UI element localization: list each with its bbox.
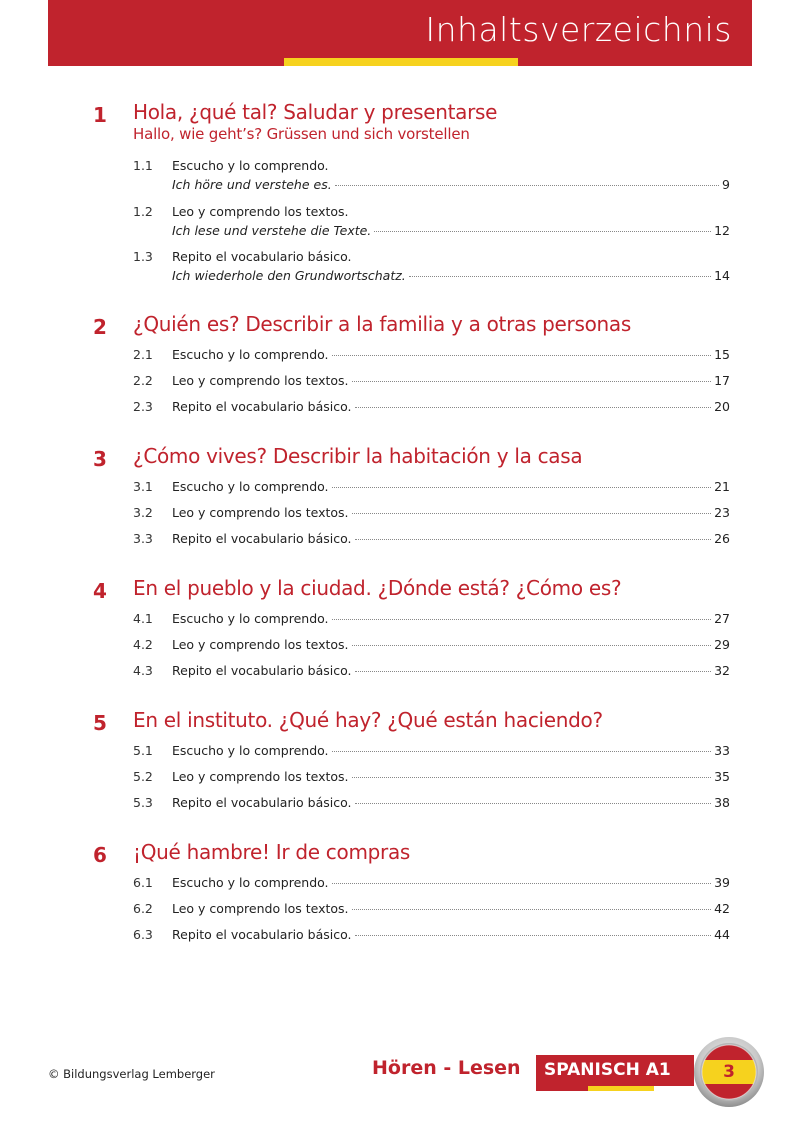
page-number: 3	[723, 1062, 735, 1082]
entry-page: 9	[722, 177, 730, 192]
entry-number: 1.3	[133, 249, 153, 264]
dot-leader	[355, 934, 712, 936]
chapter-number: 4	[93, 579, 107, 603]
entry-line	[172, 347, 730, 362]
entry-page: 35	[714, 769, 730, 784]
entry-title: Leo y comprendo los textos.	[172, 505, 349, 520]
entry-number: 2.3	[133, 399, 153, 414]
entry-title: Repito el vocabulario básico.	[172, 249, 352, 264]
entry-number: 3.2	[133, 505, 153, 520]
footer-badge: SPANISCH A1	[536, 1055, 694, 1086]
entry-title: Repito el vocabulario básico.	[172, 531, 352, 546]
entry-page: 26	[714, 531, 730, 546]
chapter-number: 1	[93, 103, 107, 127]
entry-page: 33	[714, 743, 730, 758]
entry-page: 42	[714, 901, 730, 916]
entry-page: 20	[714, 399, 730, 414]
entry-line	[172, 177, 730, 192]
entry-page: 39	[714, 875, 730, 890]
entry-page: 12	[714, 223, 730, 238]
chapter-title: En el pueblo y la ciudad. ¿Dónde está? ¿Cómo es?	[133, 576, 622, 600]
entry-number: 4.3	[133, 663, 153, 678]
entry-title: Leo y comprendo los textos.	[172, 373, 349, 388]
entry-title: Escucho y lo comprendo.	[172, 743, 329, 758]
entry-page: 21	[714, 479, 730, 494]
entry-title: Escucho y lo comprendo.	[172, 875, 329, 890]
chapter-title: En el instituto. ¿Qué hay? ¿Qué están haciendo?	[133, 708, 603, 732]
entry-line	[172, 399, 730, 414]
dot-leader	[374, 230, 711, 232]
entry-line	[172, 795, 730, 810]
entry-line	[172, 901, 730, 916]
entry-title-german: Ich wiederhole den Grundwortschatz.	[172, 268, 406, 283]
dot-leader	[355, 406, 712, 408]
entry-number: 1.2	[133, 204, 153, 219]
entry-title: Repito el vocabulario básico.	[172, 795, 352, 810]
page-title: Inhaltsverzeichnis	[425, 10, 732, 49]
chapter-number: 5	[93, 711, 107, 735]
entry-number: 6.2	[133, 901, 153, 916]
dot-leader	[352, 908, 712, 910]
entry-number: 2.2	[133, 373, 153, 388]
entry-number: 5.1	[133, 743, 153, 758]
dot-leader	[352, 644, 712, 646]
entry-page: 14	[714, 268, 730, 283]
dot-leader	[332, 486, 712, 488]
entry-title: Repito el vocabulario básico.	[172, 927, 352, 942]
dot-leader	[355, 802, 712, 804]
dot-leader	[352, 512, 712, 514]
entry-title: Escucho y lo comprendo.	[172, 158, 329, 173]
entry-title: Repito el vocabulario básico.	[172, 663, 352, 678]
entry-title: Escucho y lo comprendo.	[172, 479, 329, 494]
chapter-subtitle: Hallo, wie geht’s? Grüssen und sich vorstellen	[133, 125, 470, 143]
entry-line	[172, 663, 730, 678]
dot-leader	[332, 618, 712, 620]
entry-title: Leo y comprendo los textos.	[172, 769, 349, 784]
chapter-title: ¡Qué hambre! Ir de compras	[133, 840, 411, 864]
header-stripe-yellow	[284, 58, 518, 66]
page-header	[48, 0, 752, 62]
entry-page: 32	[714, 663, 730, 678]
entry-title: Leo y comprendo los textos.	[172, 204, 349, 219]
entry-number: 3.3	[133, 531, 153, 546]
footer-stripe-red	[536, 1086, 588, 1091]
chapter-number: 3	[93, 447, 107, 471]
entry-number: 4.2	[133, 637, 153, 652]
entry-number: 5.2	[133, 769, 153, 784]
entry-page: 29	[714, 637, 730, 652]
entry-line	[172, 505, 730, 520]
entry-line	[172, 373, 730, 388]
chapter-number: 2	[93, 315, 107, 339]
entry-number: 1.1	[133, 158, 153, 173]
entry-title: Leo y comprendo los textos.	[172, 901, 349, 916]
entry-line	[172, 875, 730, 890]
entry-page: 17	[714, 373, 730, 388]
entry-title: Escucho y lo comprendo.	[172, 347, 329, 362]
entry-number: 2.1	[133, 347, 153, 362]
entry-line	[172, 611, 730, 626]
entry-title-german: Ich höre und verstehe es.	[172, 177, 332, 192]
dot-leader	[352, 380, 712, 382]
entry-page: 23	[714, 505, 730, 520]
entry-number: 6.3	[133, 927, 153, 942]
dot-leader	[355, 670, 712, 672]
chapter-title: ¿Quién es? Describir a la familia y a otras personas	[133, 312, 631, 336]
entry-title: Escucho y lo comprendo.	[172, 611, 329, 626]
footer-subject: Hören - Lesen	[372, 1057, 521, 1079]
entry-title-german: Ich lese und verstehe die Texte.	[172, 223, 372, 238]
entry-line	[172, 223, 730, 238]
chapter-number: 6	[93, 843, 107, 867]
dot-leader	[332, 882, 712, 884]
chapter-title: ¿Cómo vives? Describir la habitación y la casa	[133, 444, 583, 468]
footer-copyright: © Bildungsverlag Lemberger	[48, 1067, 215, 1081]
dot-leader	[355, 538, 712, 540]
dot-leader	[332, 750, 712, 752]
entry-line	[172, 479, 730, 494]
dot-leader	[352, 776, 712, 778]
dot-leader	[335, 184, 719, 186]
entry-page: 27	[714, 611, 730, 626]
entry-number: 5.3	[133, 795, 153, 810]
entry-page: 44	[714, 927, 730, 942]
entry-number: 3.1	[133, 479, 153, 494]
entry-line	[172, 531, 730, 546]
entry-line	[172, 769, 730, 784]
entry-line	[172, 927, 730, 942]
entry-line	[172, 743, 730, 758]
dot-leader	[332, 354, 712, 356]
entry-line	[172, 268, 730, 283]
entry-title: Repito el vocabulario básico.	[172, 399, 352, 414]
entry-page: 15	[714, 347, 730, 362]
chapter-title: Hola, ¿qué tal? Saludar y presentarse	[133, 100, 498, 124]
entry-number: 4.1	[133, 611, 153, 626]
entry-page: 38	[714, 795, 730, 810]
footer-stripe-yellow	[588, 1086, 654, 1091]
entry-line	[172, 637, 730, 652]
entry-title: Leo y comprendo los textos.	[172, 637, 349, 652]
dot-leader	[409, 275, 711, 277]
entry-number: 6.1	[133, 875, 153, 890]
